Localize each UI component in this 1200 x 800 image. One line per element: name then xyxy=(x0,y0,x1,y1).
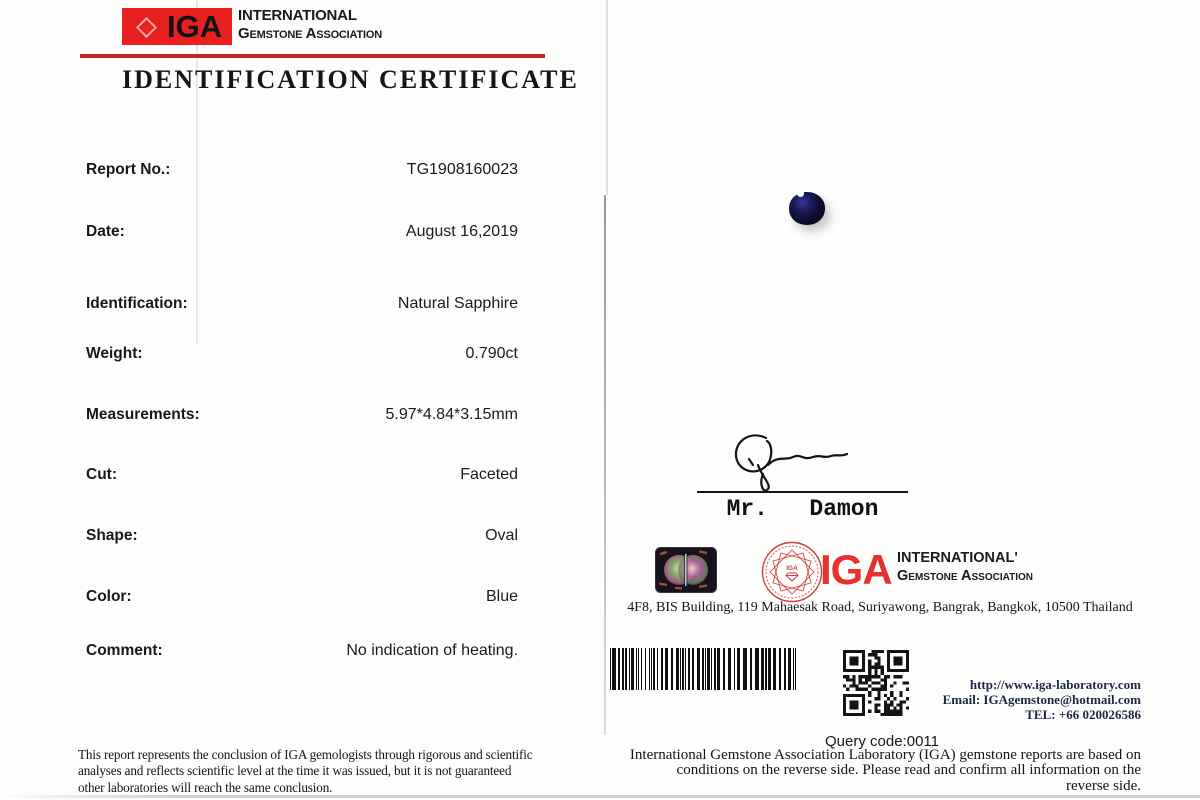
scan-seam-lower xyxy=(604,195,606,735)
reverse-side-note xyxy=(598,748,1141,794)
seal-text: IGA xyxy=(786,565,798,572)
lab-org-line1: INTERNATIONAL' xyxy=(897,550,1018,566)
contact-website: http://www.iga-laboratory.com xyxy=(969,677,1141,692)
query-code: Query code:0011 xyxy=(825,733,939,750)
disclaimer xyxy=(78,747,533,796)
field-label: Date: xyxy=(86,223,125,240)
field-row-report-no xyxy=(86,161,518,181)
field-value: 0.790ct xyxy=(465,345,518,362)
field-label: Comment: xyxy=(86,642,163,659)
contact-email: Email: IGAgemstone@hotmail.com xyxy=(942,692,1141,708)
field-row-shape xyxy=(86,527,518,547)
barcode xyxy=(610,648,800,695)
field-value: Blue xyxy=(485,588,518,605)
signature-handwriting xyxy=(722,430,852,494)
reverse-note-line: conditions on the reverse side. Please read and confirm all information on the xyxy=(676,762,1141,779)
field-label: Shape: xyxy=(86,527,138,544)
field-row-cut xyxy=(86,466,518,486)
field-value: 5.97*4.84*3.15mm xyxy=(385,406,518,423)
lab-org-line2: Gemstone Association xyxy=(897,568,1033,584)
diamond-icon xyxy=(136,17,157,38)
field-value: August 16,2019 xyxy=(405,223,518,240)
header-rule xyxy=(80,54,545,58)
lab-iga-logo-text: IGA xyxy=(820,546,892,593)
iga-logo-box xyxy=(122,8,232,45)
contact-tel: TEL: +66 020026586 xyxy=(1025,707,1141,723)
contact-block xyxy=(890,677,1141,723)
field-value: Natural Sapphire xyxy=(397,295,518,312)
gemstone-photo xyxy=(789,192,825,225)
disclaimer-line: other laboratories will reach the same conclusion. xyxy=(78,779,333,795)
signature-line xyxy=(697,491,908,493)
field-value: No indication of heating. xyxy=(346,642,518,659)
iga-seal-icon xyxy=(759,540,825,604)
field-label: Report No.: xyxy=(86,161,171,178)
hologram-sticker xyxy=(655,547,717,593)
scan-seam-upper xyxy=(606,0,608,195)
field-row-date xyxy=(86,223,518,243)
disclaimer-line: This report represents the conclusion of IGA gemologists through rigorous and scientific xyxy=(78,747,533,762)
field-value: Faceted xyxy=(460,466,518,483)
field-label: Cut: xyxy=(86,466,117,483)
field-value: Oval xyxy=(485,527,518,544)
org-name-line1: INTERNATIONAL xyxy=(238,7,357,24)
field-value: TG1908160023 xyxy=(406,161,518,178)
field-label: Color: xyxy=(86,588,132,605)
certificate-title: IDENTIFICATION CERTIFICATE xyxy=(122,65,579,94)
gem-highlight xyxy=(797,190,804,197)
field-row-measurements xyxy=(86,406,518,426)
reverse-note-line: reverse side. xyxy=(1066,777,1141,794)
field-row-comment xyxy=(86,642,518,662)
disclaimer-line: analyses and reflects scientific level at the time it was issued, but it is not guaranteed xyxy=(78,763,512,779)
field-label: Weight: xyxy=(86,345,143,362)
iga-logo-text: IGA xyxy=(167,9,223,44)
field-label: Measurements: xyxy=(86,406,200,423)
lab-address: 4F8, BIS Building, 119 Mahaesak Road, Suriyawong, Bangrak, Bangkok, 10500 Thailand xyxy=(627,600,1133,615)
org-name-line2: Gemstone Association xyxy=(238,25,382,42)
field-row-identification xyxy=(86,295,518,315)
field-row-weight xyxy=(86,345,518,365)
field-row-color xyxy=(86,588,518,608)
reverse-note-line: International Gemstone Association Laboratory (IGA) gemstone reports are based on xyxy=(629,747,1141,763)
field-label: Identification: xyxy=(86,295,188,312)
signatory-name: Mr. Damon xyxy=(726,496,879,522)
